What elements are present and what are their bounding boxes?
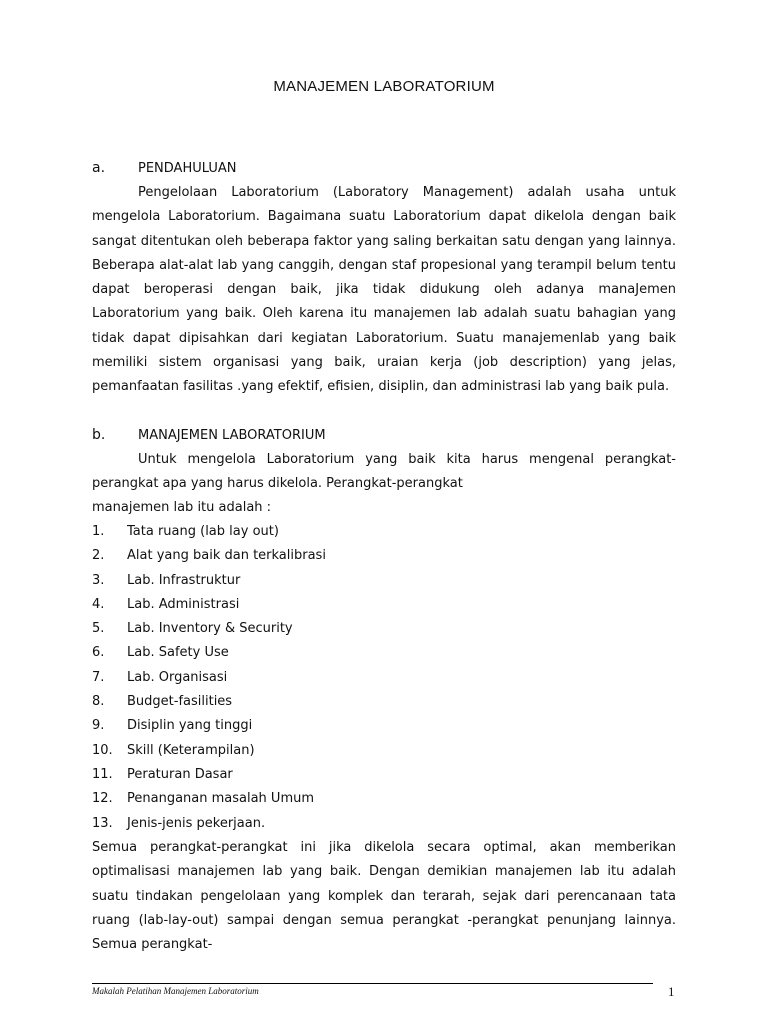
list-item-text: Penanganan masalah Umum <box>127 791 315 807</box>
list-item <box>92 739 326 763</box>
list-item-text: Alat yang baik dan terkalibrasi <box>127 548 326 564</box>
section-a-title: PENDAHULUAN <box>138 161 237 176</box>
section-b-intro: Untuk mengelola Laboratorium yang baik kita harus mengenal perangkat-perangkat apa yang harus dikelola. Perangkat-perangkat <box>92 452 676 492</box>
list-item-number: 13. <box>92 815 113 831</box>
list-item-text: Lab. Safety Use <box>127 645 229 661</box>
document-title: MANAJEMEN LABORATORIUM <box>273 78 495 95</box>
perangkat-list <box>92 520 326 836</box>
section-b-heading <box>92 427 326 443</box>
list-item <box>92 520 326 544</box>
list-item <box>92 544 326 568</box>
list-item-number: 11. <box>92 766 113 782</box>
list-item <box>92 812 326 836</box>
list-item-text: Skill (Keterampilan) <box>127 742 255 758</box>
list-item <box>92 787 326 811</box>
list-item-number: 12. <box>92 791 113 807</box>
list-item-text: Tata ruang (lab lay out) <box>127 524 279 539</box>
list-item-number: 8. <box>92 694 105 710</box>
list-item-text: Budget-fasilities <box>127 694 233 710</box>
list-item <box>92 666 326 690</box>
list-item-number: 6. <box>92 645 105 661</box>
list-item-number: 7. <box>92 669 105 685</box>
list-item <box>92 593 326 617</box>
list-item <box>92 690 326 714</box>
list-item-text: Lab. Organisasi <box>127 669 228 685</box>
list-item-number: 10. <box>92 742 113 758</box>
list-item-number: 4. <box>92 596 105 612</box>
section-a-heading <box>92 160 236 176</box>
list-item-number: 3. <box>92 572 105 588</box>
list-item <box>92 641 326 665</box>
list-item-text: Peraturan Dasar <box>127 766 233 782</box>
section-b-letter: b. <box>92 427 106 443</box>
list-item-number: 1. <box>92 524 105 539</box>
page-number: 1 <box>668 984 675 999</box>
footer-text: Makalah Pelatihan Manajemen Laboratorium <box>92 986 259 996</box>
list-item-text: Disiplin yang tinggi <box>127 718 253 734</box>
list-item-number: 2. <box>92 548 105 564</box>
section-b-title: MANAJEMEN LABORATORIUM <box>138 428 326 443</box>
list-item-text: Lab. Administrasi <box>127 596 240 612</box>
list-item-number: 5. <box>92 621 105 637</box>
section-a-letter: a. <box>92 160 106 176</box>
footer-divider <box>92 983 653 984</box>
list-item <box>92 714 326 738</box>
list-item-text: Jenis-jenis pekerjaan. <box>127 815 266 831</box>
list-item <box>92 569 326 593</box>
list-item <box>92 617 326 641</box>
list-item-text: Lab. Infrastruktur <box>127 572 241 588</box>
list-item-text: Lab. Inventory & Security <box>127 621 293 637</box>
list-item <box>92 763 326 787</box>
list-item-number: 9. <box>92 718 105 734</box>
section-a-paragraph: Pengelolaan Laboratorium (Laboratory Management) adalah usaha untuk mengelola Laboratorium. Bagaimana suatu Laboratorium dapat dikelola dengan baik sangat ditentukan oleh beberapa faktor yang saling berkaitan satu dengan yang lainnya. Beberapa alat-alat lab yang canggih, dengan staf propesional yang terampil belum tentu dapat beroperasi dengan baik, jika tidak didukung oleh adanya manaJemen Laboratorium yang baik. Oleh karena itu manajemen lab adalah suatu bahagian yang tidak dapat dipisahkan dari kegiatan Laboratorium. Suatu manajemenlab yang baik memiliki sistem organisasi yang baik, uraian kerja (job description) yang jelas, pemanfaatan fasilitas .yang efektif, efisien, disiplin, dan administrasi lab yang baik pula. <box>92 185 676 395</box>
section-b-intro-line2: manajemen lab itu adalah : <box>92 500 272 515</box>
section-b-closing: Semua perangkat-perangkat ini jika dikelola secara optimal, akan memberikan optimalisasi manajemen lab yang baik. Dengan demikian manajemen lab itu adalah suatu tindakan pengelolaan yang komplek dan terarah, sejak dari perencanaan tata ruang (lab-lay-out) sampai dengan semua perangkat -perangkat penunjang lainnya. Semua perangkat- <box>92 840 676 953</box>
